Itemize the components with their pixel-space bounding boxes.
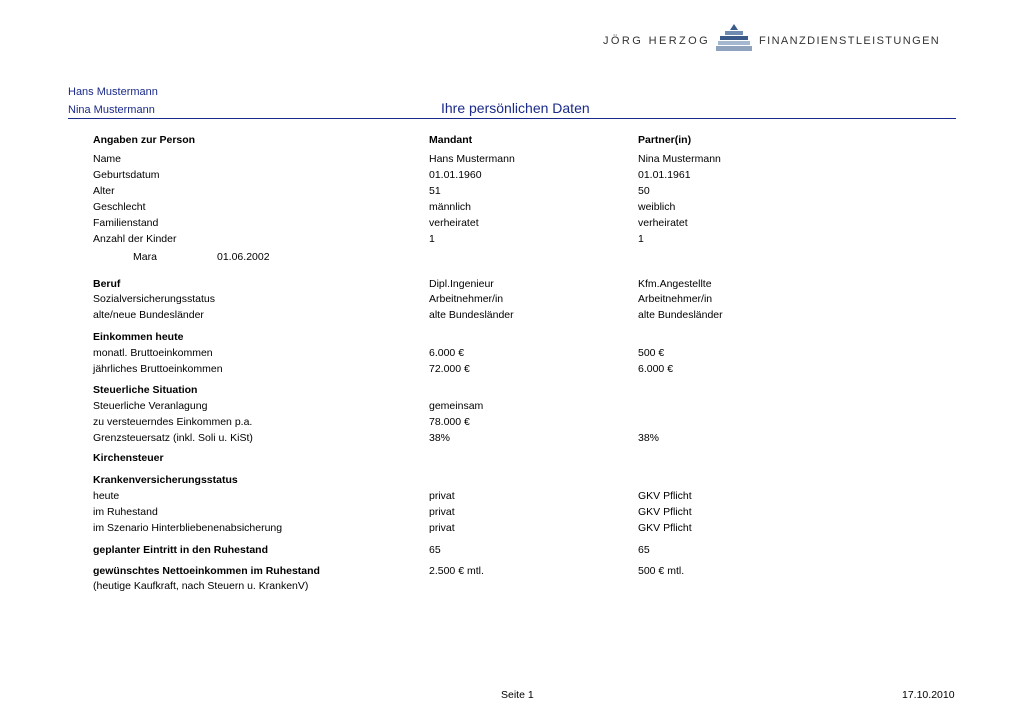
table-row [0, 400, 1024, 414]
mandant-value: 2.500 € mtl. [429, 565, 484, 577]
table-row [0, 169, 1024, 183]
mandant-value: 51 [429, 185, 441, 197]
section-heading-row [0, 331, 1024, 345]
page-number: Seite 1 [501, 689, 534, 701]
brand-header [600, 24, 960, 54]
partner-value: 1 [638, 233, 644, 245]
child-birthdate: 01.06.2002 [217, 251, 270, 263]
mandant-value: 72.000 € [429, 363, 470, 375]
row-label: Steuerliche Veranlagung [93, 400, 208, 412]
partner-value: 500 € mtl. [638, 565, 685, 577]
table-row [0, 490, 1024, 504]
table-row [0, 347, 1024, 361]
document-date: 17.10.2010 [902, 689, 955, 701]
company-logo-icon [716, 24, 752, 54]
section-heading-person: Angaben zur Person [93, 134, 196, 146]
row-label: Sozialversicherungsstatus [93, 293, 215, 305]
partner-value: alte Bundesländer [638, 309, 723, 321]
mandant-value: privat [429, 490, 455, 502]
note-row [0, 580, 1024, 594]
partner-value: GKV Pflicht [638, 522, 692, 534]
mandant-value: 01.01.1960 [429, 169, 482, 181]
partner-value: GKV Pflicht [638, 506, 692, 518]
client-name-1: Hans Mustermann [68, 86, 158, 98]
table-row [0, 153, 1024, 167]
partner-value: 01.01.1961 [638, 169, 691, 181]
mandant-value: Hans Mustermann [429, 153, 515, 165]
section-heading-job: Beruf [93, 278, 121, 290]
brand-tagline: FINANZDIENSTLEISTUNGEN [759, 35, 941, 47]
partner-value: verheiratet [638, 217, 688, 229]
mandant-value: 6.000 € [429, 347, 465, 359]
row-label: Name [93, 153, 122, 165]
section-heading-retirement-net: gewünschtes Nettoeinkommen im Ruhestand [93, 565, 320, 577]
partner-value: 38% [638, 432, 660, 444]
section-heading-church-tax: Kirchensteuer [93, 452, 164, 464]
table-row [0, 544, 1024, 558]
row-label: Alter [93, 185, 115, 197]
table-row [0, 278, 1024, 292]
mandant-value: Arbeitnehmer/in [429, 293, 504, 305]
mandant-value: privat [429, 506, 455, 518]
row-label: heute [93, 490, 120, 502]
partner-value: weiblich [638, 201, 676, 213]
table-row [0, 233, 1024, 247]
section-heading-income: Einkommen heute [93, 331, 184, 343]
mandant-value: alte Bundesländer [429, 309, 514, 321]
section-heading-row [0, 474, 1024, 488]
mandant-value: privat [429, 522, 455, 534]
row-label: Geschlecht [93, 201, 146, 213]
section-heading-row [0, 384, 1024, 398]
mandant-value: männlich [429, 201, 472, 213]
table-row [0, 201, 1024, 215]
row-label: im Ruhestand [93, 506, 158, 518]
row-label: Geburtsdatum [93, 169, 160, 181]
table-row [0, 185, 1024, 199]
mandant-value: verheiratet [429, 217, 479, 229]
row-label: Anzahl der Kinder [93, 233, 177, 245]
row-label: monatl. Bruttoeinkommen [93, 347, 213, 359]
brand-name: JÖRG HERZOG [603, 35, 711, 47]
partner-value: Arbeitnehmer/in [638, 293, 713, 305]
column-header-row [0, 134, 1024, 148]
partner-value: 500 € [638, 347, 665, 359]
column-header-mandant: Mandant [429, 134, 473, 146]
row-label: alte/neue Bundesländer [93, 309, 204, 321]
table-row [0, 432, 1024, 446]
partner-value: 6.000 € [638, 363, 674, 375]
mandant-value: gemeinsam [429, 400, 484, 412]
child-name: Mara [133, 251, 157, 263]
partner-value: Kfm.Angestellte [638, 278, 712, 290]
column-header-partner: Partner(in) [638, 134, 692, 146]
mandant-value: 1 [429, 233, 435, 245]
row-label: Familienstand [93, 217, 159, 229]
section-heading-health: Krankenversicherungsstatus [93, 474, 238, 486]
table-row [0, 565, 1024, 579]
table-row [0, 217, 1024, 231]
mandant-value: 65 [429, 544, 441, 556]
row-label: Grenzsteuersatz (inkl. Soli u. KiSt) [93, 432, 253, 444]
table-row [0, 363, 1024, 377]
table-row [0, 293, 1024, 307]
mandant-value: Dipl.Ingenieur [429, 278, 494, 290]
table-row [0, 522, 1024, 536]
section-heading-row [0, 452, 1024, 466]
partner-value: 65 [638, 544, 650, 556]
client-name-2: Nina Mustermann [68, 104, 155, 116]
section-heading-tax: Steuerliche Situation [93, 384, 198, 396]
partner-value: Nina Mustermann [638, 153, 721, 165]
title-divider [68, 118, 956, 119]
page-title: Ihre persönlichen Daten [441, 100, 590, 116]
row-label: im Szenario Hinterbliebenenabsicherung [93, 522, 283, 534]
child-row [0, 251, 1024, 265]
mandant-value: 38% [429, 432, 451, 444]
table-row [0, 506, 1024, 520]
partner-value: 50 [638, 185, 650, 197]
row-label: zu versteuerndes Einkommen p.a. [93, 416, 253, 428]
table-row [0, 416, 1024, 430]
partner-value: GKV Pflicht [638, 490, 692, 502]
table-row [0, 309, 1024, 323]
section-heading-retirement-entry: geplanter Eintritt in den Ruhestand [93, 544, 269, 556]
retirement-note: (heutige Kaufkraft, nach Steuern u. KrankenV) [93, 580, 309, 592]
mandant-value: 78.000 € [429, 416, 470, 428]
row-label: jährliches Bruttoeinkommen [93, 363, 223, 375]
